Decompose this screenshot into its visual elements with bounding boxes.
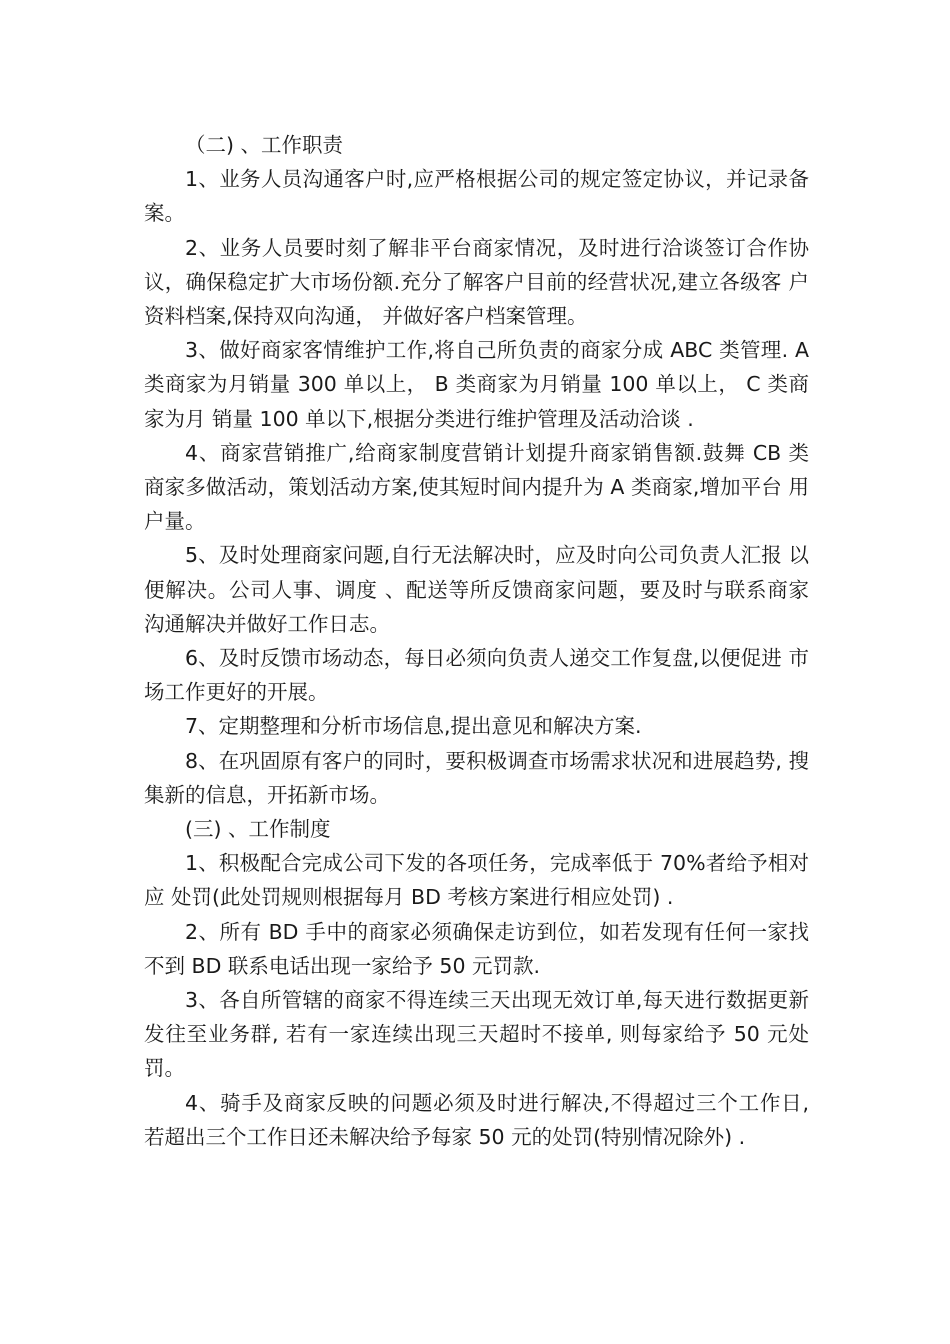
section-heading-duties: （二) 、工作职责 <box>185 133 344 157</box>
duty-item-8: 8、在巩固原有客户的同时，要积极调查市场需求状况和进展趋势, 搜集新的信息，开拓新市场。 <box>144 748 809 807</box>
duty-item-7: 7、定期整理和分析市场信息,提出意见和解决方案. <box>185 714 642 739</box>
duty-item-3: 3、做好商家客情维护工作,将自己所负责的商家分成 ABC 类管理. A 类商家为月销量 300 单以上， B 类商家为月销量 100 单以上， C 类商家为月 销量 100 单以下,根据分类进行维护管理及活动洽谈 . <box>144 338 809 431</box>
section-heading-rules: (三) 、工作制度 <box>185 817 331 842</box>
duty-item-2: 2、业务人员要时刻了解非平台商家情况，及时进行洽谈签订合作协 议，确保稳定扩大市场份额.充分了解客户目前的经营状况,建立各级客 户资料档案,保持双向沟通， 并做好客户档案管理。 <box>144 235 809 329</box>
duty-item-1: 1、业务人员沟通客户时,应严格根据公司的规定签定协议，并记录备案。 <box>144 167 809 226</box>
duty-item-5: 5、及时处理商家问题,自行无法解决时，应及时向公司负责人汇报 以便解决。公司人事、调度 、配送等所反馈商家问题，要及时与联系商家 沟通解决并做好工作日志。 <box>144 543 809 636</box>
rule-item-2: 2、所有 BD 手中的商家必须确保走访到位，如若发现有任何一家找不到 BD 联系电话出现一家给予 50 元罚款. <box>144 919 809 978</box>
rule-item-3: 3、各自所管辖的商家不得连续三天出现无效订单,每天进行数据更新 发往至业务群, 若有一家连续出现三天超时不接单, 则每家给予 50 元处罚。 <box>144 988 809 1081</box>
rule-item-4: 4、骑手及商家反映的问题必须及时进行解决,不得超过三个工作日, 若超出三个工作日还未解决给予每家 50 元的处罚(特别情况除外) . <box>144 1090 809 1149</box>
rule-item-1: 1、积极配合完成公司下发的各项任务，完成率低于 70%者给予相对应 处罚(此处罚规则根据每月 BD 考核方案进行相应处罚) . <box>144 851 809 910</box>
duty-item-4: 4、商家营销推广,给商家制度营销计划提升商家销售额.鼓舞 CB 类 商家多做活动，策划活动方案,使其短时间内提升为 A 类商家,增加平台 用户量。 <box>144 440 809 534</box>
document-body <box>144 128 809 1154</box>
duty-item-6: 6、及时反馈市场动态，每日必须向负责人递交工作复盘,以便促进 市场工作更好的开展。 <box>144 646 809 705</box>
